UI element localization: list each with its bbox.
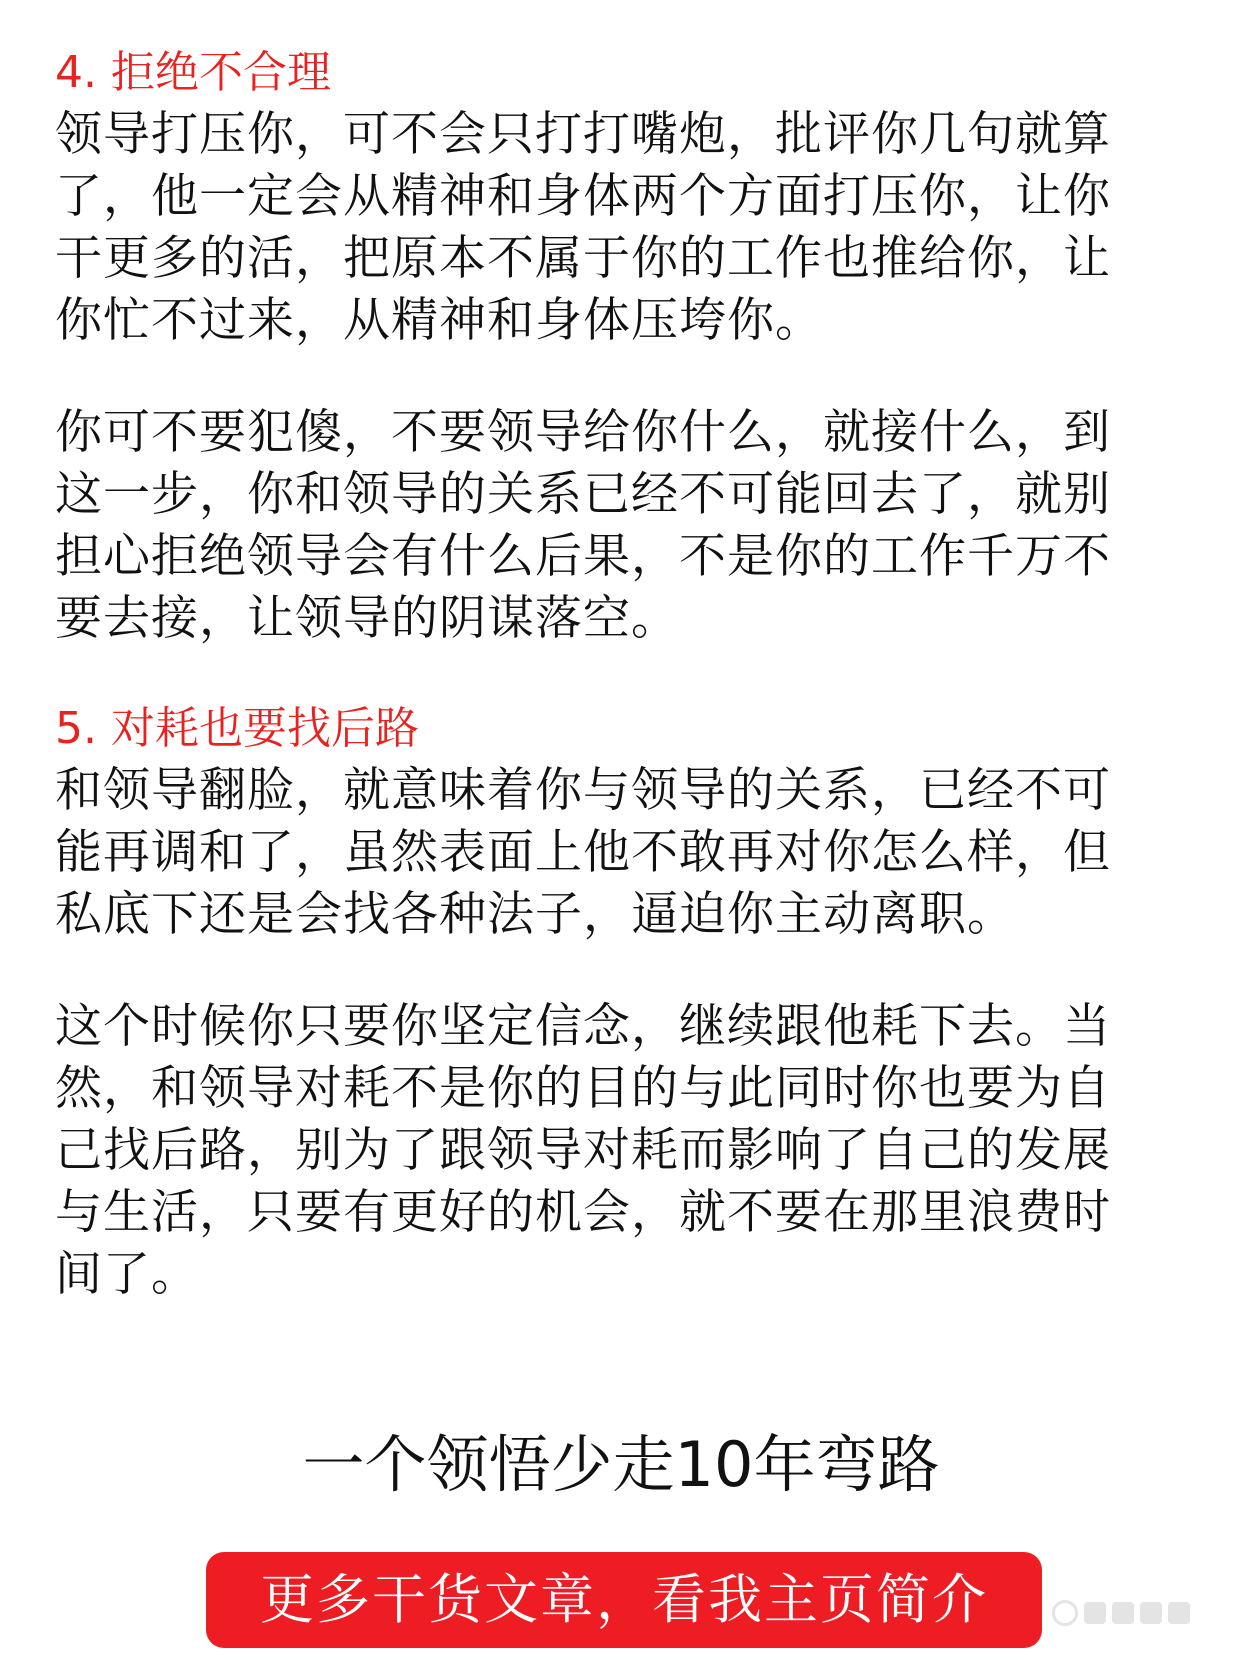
watermark-mark-icon [1168, 1602, 1190, 1624]
section-5-paragraph-1 [55, 760, 1195, 946]
text-line: 间了。 [55, 1247, 199, 1302]
section-4-paragraph-2 [55, 402, 1195, 650]
text-line: 然，和领导对耗不是你的目的与此同时你也要为自 [55, 1061, 1111, 1116]
watermark-mark-icon [1140, 1602, 1162, 1624]
section-5-paragraph-2 [55, 996, 1195, 1306]
text-line: 要去接，让领导的阴谋落空。 [55, 591, 679, 646]
text-line: 与生活，只要有更好的机会，就不要在那里浪费时 [55, 1185, 1111, 1240]
section-4-paragraph-1 [55, 104, 1195, 352]
profile-link-banner: 更多干货文章，看我主页简介 [206, 1552, 1042, 1648]
text-line: 领导打压你，可不会只打打嘴炮，批评你几句就算 [55, 107, 1111, 162]
text-line: 你可不要犯傻，不要领导给你什么，就接什么，到 [55, 405, 1111, 460]
text-line: 这一步，你和领导的关系已经不可能回去了，就别 [55, 467, 1111, 522]
watermark-logo-icon [1052, 1600, 1078, 1626]
text-line: 担心拒绝领导会有什么后果，不是你的工作千万不 [55, 529, 1111, 584]
text-line: 这个时候你只要你坚定信念，继续跟他耗下去。当 [55, 999, 1111, 1054]
text-line: 和领导翻脸，就意味着你与领导的关系，已经不可 [55, 763, 1111, 818]
watermark-mark-icon [1084, 1602, 1106, 1624]
text-line: 能再调和了，虽然表面上他不敢再对你怎么样，但 [55, 825, 1111, 880]
text-line: 己找后路，别为了跟领导对耗而影响了自己的发展 [55, 1123, 1111, 1178]
slogan: 一个领悟少走10年弯路 [302, 1428, 940, 1501]
watermark-mark-icon [1112, 1602, 1134, 1624]
text-line: 干更多的活，把原本不属于你的工作也推给你，让 [55, 231, 1111, 286]
section-4-heading: 4. 拒绝不合理 [55, 47, 331, 98]
text-line: 私底下还是会找各种法子，逼迫你主动离职。 [55, 887, 1015, 942]
text-line: 了，他一定会从精神和身体两个方面打压你，让你 [55, 169, 1111, 224]
text-line: 你忙不过来，从精神和身体压垮你。 [55, 293, 823, 348]
section-5-heading: 5. 对耗也要找后路 [55, 703, 419, 754]
watermark [1052, 1598, 1222, 1628]
